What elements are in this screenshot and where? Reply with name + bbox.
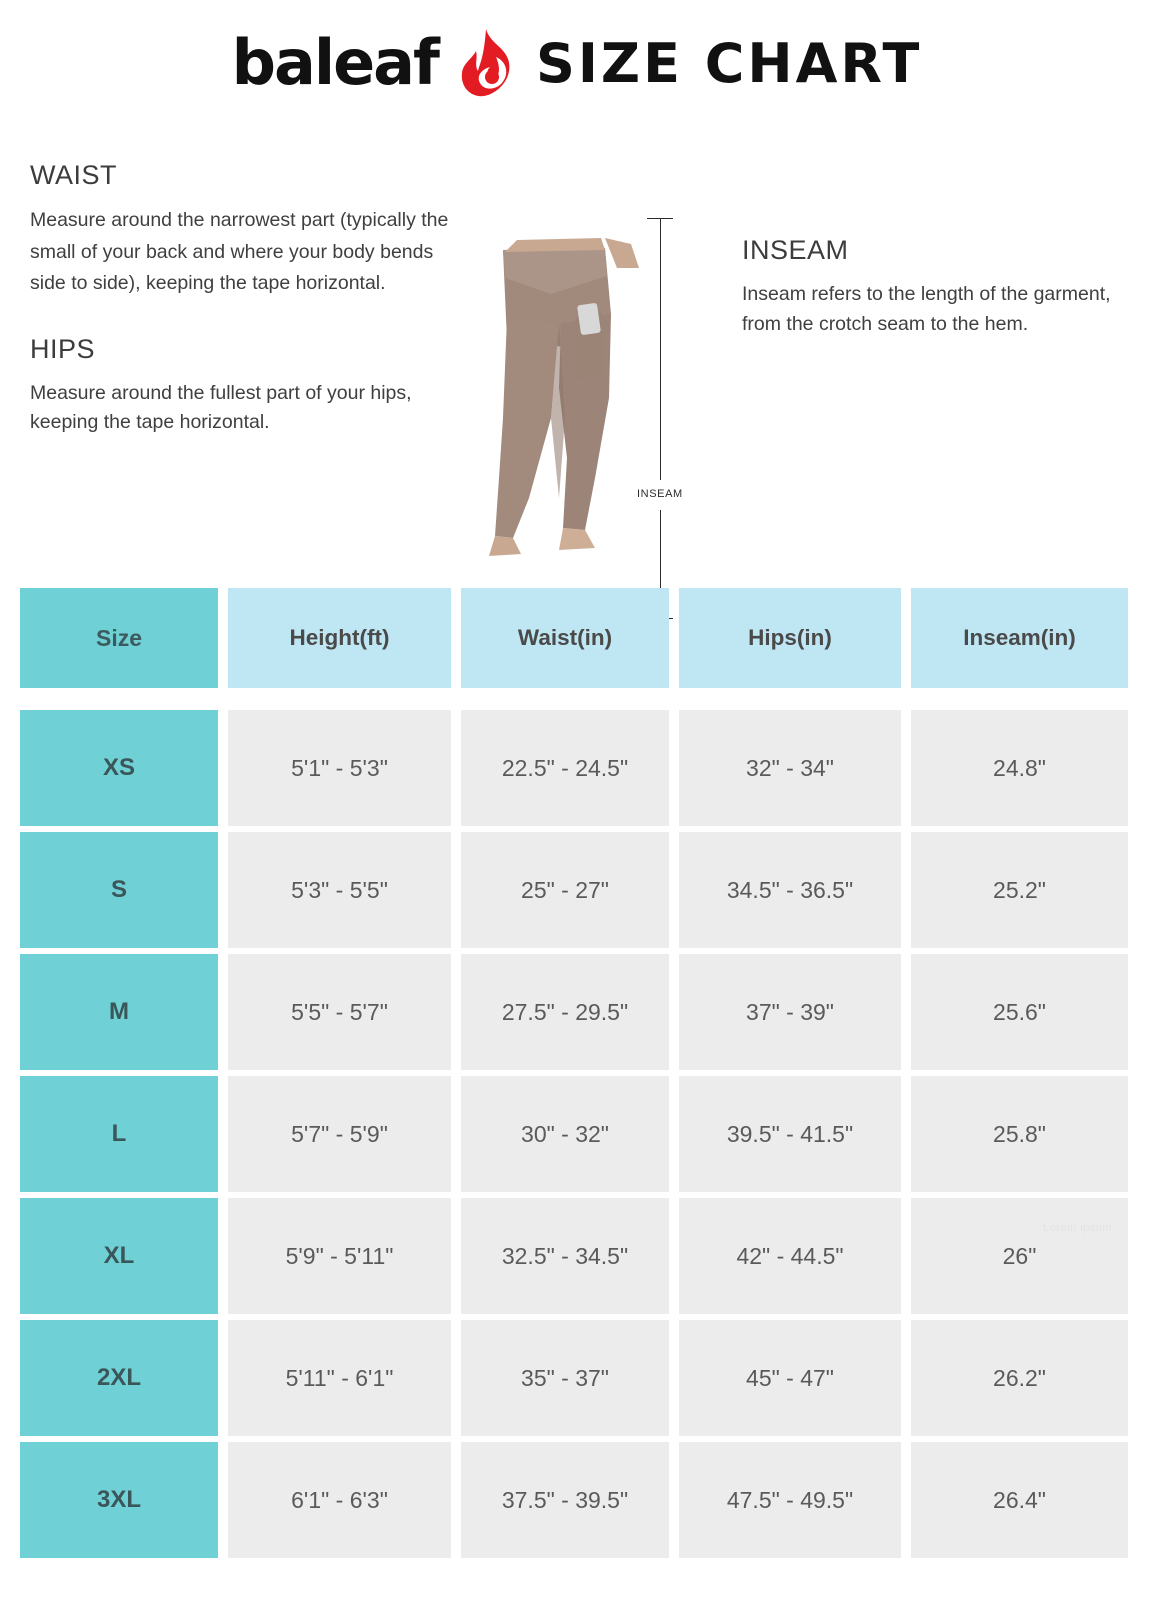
table-cell-waist: 32.5" - 34.5": [461, 1198, 669, 1314]
leggings-figure: [455, 118, 725, 558]
watermark-text: Lorem ipsum: [1043, 1222, 1113, 1234]
table-cell-height: 5'11" - 6'1": [228, 1320, 451, 1436]
table-cell-hips: 32" - 34": [679, 710, 901, 826]
table-cell-inseam: 24.8": [911, 710, 1128, 826]
hips-description: Measure around the fullest part of your hips, keeping the tape horizontal.: [30, 381, 412, 434]
hips-heading: HIPS: [30, 333, 96, 364]
table-row: S: [20, 832, 218, 948]
inseam-tick-top: [647, 218, 673, 219]
table-cell-height: 6'1" - 6'3": [228, 1442, 451, 1558]
waist-heading: WAIST: [30, 160, 117, 190]
table-cell-waist: 37.5" - 39.5": [461, 1442, 669, 1558]
inseam-description: Inseam refers to the length of the garment, from the crotch seam to the hem.: [742, 283, 1111, 335]
hips-tick-left: [539, 201, 540, 213]
table-cell-waist: 27.5" - 29.5": [461, 954, 669, 1070]
table-cell-hips: 39.5" - 41.5": [679, 1076, 901, 1192]
table-row: 2XL: [20, 1320, 218, 1436]
table-cell-hips: 47.5" - 49.5": [679, 1442, 901, 1558]
table-cell-waist: 30" - 32": [461, 1076, 669, 1192]
waist-description: Measure around the narrowest part (typically the small of your back and where your body bends side to side), keeping the tape horizontal.: [30, 209, 449, 295]
table-cell-height: 5'7" - 5'9": [228, 1076, 451, 1192]
left-instruction-column: [30, 160, 460, 438]
table-cell-waist: 35" - 37": [461, 1320, 669, 1436]
page-title: SIZE CHART: [535, 31, 923, 95]
model-illustration: [455, 118, 725, 558]
table-cell-hips: 45" - 47": [679, 1320, 901, 1436]
column-header-waist: Waist(in): [461, 588, 669, 688]
hips-measure-label: HIPS: [561, 200, 590, 212]
waist-leader-line-right: [603, 155, 617, 156]
flame-drop-icon: [456, 27, 518, 99]
column-header-height: Height(ft): [228, 588, 451, 688]
right-instruction-column: [742, 235, 1122, 339]
table-cell-hips: 42" - 44.5": [679, 1198, 901, 1314]
table-row: L: [20, 1076, 218, 1192]
measurement-instructions: [0, 100, 1154, 570]
page-header: [0, 0, 1154, 100]
column-header-hips: Hips(in): [679, 588, 901, 688]
table-cell-inseam: 26.2": [911, 1320, 1128, 1436]
waist-measure-label: WAIST: [555, 148, 593, 160]
table-cell-height: 5'9" - 5'11": [228, 1198, 451, 1314]
waist-tick-left: [533, 149, 534, 161]
table-cell-inseam: 26": [911, 1198, 1128, 1314]
table-row: 3XL: [20, 1442, 218, 1558]
table-cell-inseam: 25.2": [911, 832, 1128, 948]
table-cell-inseam: 25.8": [911, 1076, 1128, 1192]
column-header-size: Size: [20, 588, 218, 688]
size-chart-table: [20, 588, 1134, 1558]
table-row: XL: [20, 1198, 218, 1314]
inseam-line-upper: [660, 218, 661, 480]
table-row: M: [20, 954, 218, 1070]
table-cell-waist: 25" - 27": [461, 832, 669, 948]
waist-leader-line: [533, 155, 555, 156]
table-cell-height: 5'1" - 5'3": [228, 710, 451, 826]
hips-leader-line: [539, 207, 561, 208]
inseam-measure-label: INSEAM: [637, 488, 683, 500]
table-cell-hips: 37" - 39": [679, 954, 901, 1070]
brand-logo-text: baleaf: [231, 26, 438, 99]
waist-tick-right: [617, 149, 618, 161]
inseam-heading: INSEAM: [742, 235, 849, 265]
table-cell-inseam: 26.4": [911, 1442, 1128, 1558]
table-cell-hips: 34.5" - 36.5": [679, 832, 901, 948]
table-cell-inseam: 25.6": [911, 954, 1128, 1070]
table-row: XS: [20, 710, 218, 826]
column-header-inseam: Inseam(in): [911, 588, 1128, 688]
table-cell-height: 5'5" - 5'7": [228, 954, 451, 1070]
table-cell-waist: 22.5" - 24.5": [461, 710, 669, 826]
table-cell-height: 5'3" - 5'5": [228, 832, 451, 948]
